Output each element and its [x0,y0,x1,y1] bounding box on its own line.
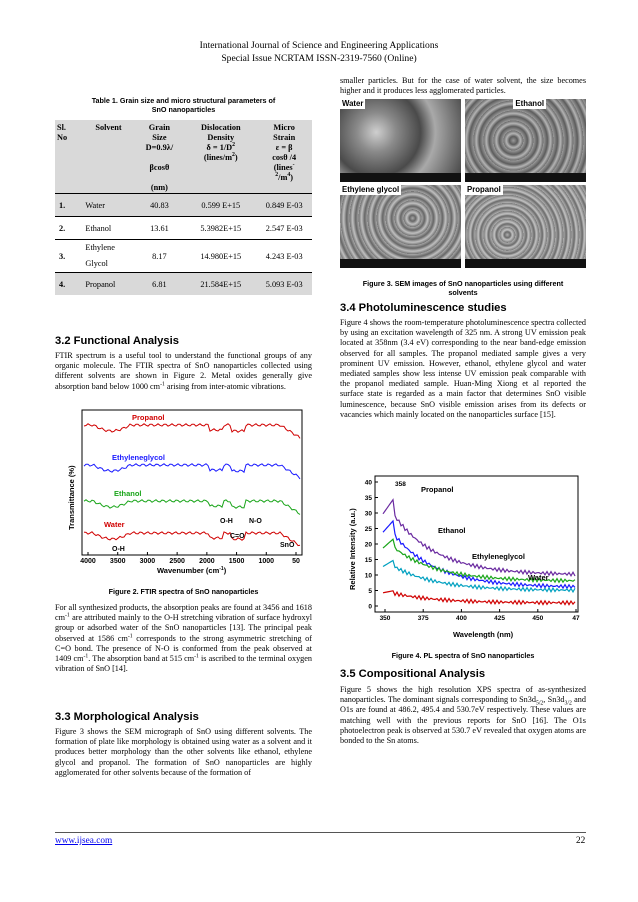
table-caption-line2: SnO nanoparticles [151,105,216,114]
section-3-2-title: 3.2 Functional Analysis [55,335,179,347]
ftir-x-tick-label: 1500 [228,558,245,565]
ftir-annotation: O-H [112,546,125,553]
pl-figure [343,470,583,640]
ftir-ylabel: Transmittance (%) [67,465,76,530]
footer-rule [55,832,586,833]
section-3-4-title: 3.4 Photoluminescence studies [340,302,507,314]
ftir-x-tick-label: 3000 [139,558,156,565]
ftir-x-tick-label: 3500 [109,558,126,565]
table-row: 4. Propanol 6.81 21.584E+15 5.093 E-03 [55,273,312,296]
section-3-4-body: Figure 4 shows the room-temperature photoluminescence spectra collected by using an excitation wavelength of 325 nm. A strong UV emission peak located at 358nm (3.4 eV) corresponding to the near band-edge emission observed for all samples. The propanol mediated sample gives a very prominent UV emission. However, ethanol, ethylene glycol and water mediated samples show less intense UV emission peak comparable with the propanol mediated sample. Huan-Ming Xiong et al reported the surface state is regarded as a main factor that determines SnO visible luminescence, because SnO visible emission arises from its defects or vacancies which mainly located on the nanoparticles surface [15]. [340,318,586,419]
section-3-3-body: Figure 3 shows the SEM micrograph of SnO using different solvents. The formation of plate like morphology is obtained using water as a solvent and it produces better morphology than the other solvents like ethanol, ethylene glycol and propanol. The formation of SnO nanoparticles are highly agglomerated for other solvents because of the formation of [55,727,312,777]
ftir-series-label: Ethyleneglycol [112,453,165,462]
pl-y-tick-label: 35 [364,495,372,502]
pl-series-label: Propanol [421,485,454,494]
table-header-row [55,120,312,194]
journal-issue: Special Issue NCRTAM ISSN-2319-7560 (Online) [221,53,417,64]
pl-x-tick-label: 425 [494,615,506,622]
ftir-annotation: SnO [280,542,295,549]
header-dislocation: Dislocation Density $\delta = 1/D^2$ $(lines/m^2)$ [200,123,241,162]
pl-x-tick-label: 450 [532,615,544,622]
sem-image-propanol: Propanol [465,185,586,268]
journal-title: International Journal of Science and Engineering Applications [199,40,439,51]
pl-y-tick-label: 10 [364,572,372,580]
pl-y-tick-label: 15 [364,557,372,564]
ftir-x-tick-label: 50 [292,558,300,565]
pl-series-label: Ethanol [438,526,466,535]
table-row: 3. Ethylene Glycol 8.17 14.980E+15 4.243 E-03 [55,240,312,273]
pl-y-tick-label: 25 [364,526,372,533]
ftir-series-label: Propanol [132,413,165,422]
ftir-x-tick-label: 2500 [169,558,185,565]
pl-series-label: Water [528,573,549,582]
pl-y-tick-label: 40 [364,479,372,487]
pl-series-label: Ethyleneglycol [472,552,525,561]
sem-image-ethylene-glycol: Ethylene glycol [340,185,461,268]
section-3-5-body: Figure 5 shows the high resolution XPS spectra of as-synthesized nanoparticles. The dominant signals corresponding to $Sn3d_{5/2}$, $Sn3d_{3/2}$ and O1s are found at 486.2, 495.4 and 530.7eV respectively. These values are matching well with the previous reports for SnO [16]. The O1s photoelectron peak is observed at 530.7 eV revealed that oxygen atoms are bonded to the Sn atoms. [340,685,586,746]
ftir-series-label: Water [104,520,125,529]
pl-x-tick-label: 400 [455,615,467,622]
pl-series-line [383,500,575,576]
header-sl: Sl. No [57,123,68,142]
table-row: 2. Ethanol 13.61 5.3982E+15 2.547 E-03 [55,217,312,240]
header-micro-strain: Micro Strain ε = β cosθ /4 (lines- $^2/m^4$) [272,123,297,182]
pl-xlabel: Wavelength (nm) [453,630,514,639]
ftir-xlabel: Wavenumber $(cm^{-1})$ [157,566,227,575]
ftir-x-tick-label: 2000 [199,558,215,565]
grain-size-table [55,120,312,295]
pl-y-tick-label: 30 [364,510,372,518]
figure-2-caption: Figure 2. FTIR spectra of SnO nanoparticles [108,587,259,596]
sem-image-ethanol: Ethanol [465,99,586,182]
ftir-x-tick-label: 1000 [258,558,275,565]
pl-y-tick-label: 5 [368,588,372,595]
figure-3-caption-line1: Figure 3. SEM images of SnO nanoparticles using different [362,279,564,288]
table-row: 1. Water 40.83 0.599 E+15 0.849 E-03 [55,194,312,217]
pl-y-tick-label: 0 [368,603,372,611]
table-caption-line1: Table 1. Grain size and micro structural parameters of [91,96,276,105]
continued-paragraph: smaller particles. But for the case of water solvent, the size becomes higher and it produces less agglomerated particles. [340,76,586,96]
ftir-annotation: O-H [220,518,233,525]
page-number: 22 [576,836,586,846]
section-3-3-title: 3.3 Morphological Analysis [55,711,199,723]
ftir-paragraph: For all synthesized products, the absorption peaks are found at 3456 and 1618 $cm^{-1}$ are attributed mainly to the O-H stretching vibration of surface hydroxyl group or adsorbed water of the SnO nanoparticles [13]. The principal peak observed at 1586 $cm^{-1}$ corresponds to the strong asymmetric stretching of C=O bond. The presence of N-O is conformed from the peak observed at 1409 $cm^{-1}$. The absorption band at 515 $cm^{-1}$ is ascribed to the terminal oxygen vibration of SnO [14]. [55,603,312,674]
pl-y-tick-label: 20 [364,541,372,549]
figure-4-caption: Figure 4. PL spectra of SnO nanoparticles [391,651,535,660]
table-caption [55,96,312,114]
figure-3-caption [340,279,586,297]
journal-website-link[interactable]: www.ijsea.com [55,836,113,846]
pl-peak-label: 358 [395,481,406,488]
pl-x-tick-label: 375 [417,615,429,622]
ftir-figure [62,405,306,575]
header-solvent: Solvent [95,123,122,132]
sem-image-water: Water [340,99,461,182]
figure-3-caption-line2: solvents [448,288,478,297]
pl-ylabel: Relative Intensity (a.u.) [348,508,357,590]
ftir-annotation: N-O [249,518,262,525]
ftir-x-tick-label: 4000 [80,558,96,565]
header-grain-size: Grain Size D=0.9λ/ βcosθ (nm) [145,123,174,192]
pl-x-tick-label: 350 [379,615,391,622]
ftir-annotation: C=O [230,533,245,540]
pl-series-line [383,591,575,605]
section-3-2-body: FTIR spectrum is a useful tool to understand the functional groups of any organic molecule. The FTIR spectra of SnO nanoparticles collected using different solvents are shown in Figure 2. Metal oxides generally give absorption band below 1000 $cm^{-1}$ arising from inter-atomic vibrations. [55,351,312,391]
pl-x-tick-label: 47 [572,615,580,622]
ftir-series-label: Ethanol [114,489,142,498]
section-3-5-title: 3.5 Compositional Analysis [340,668,486,680]
sem-image-grid [340,99,586,269]
